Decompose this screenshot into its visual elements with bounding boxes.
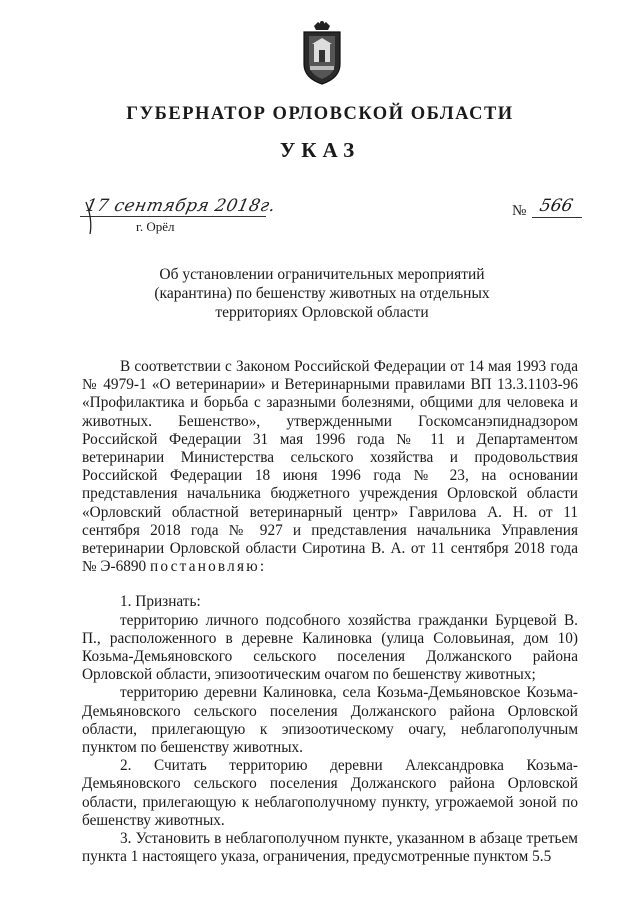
item-1-heading: 1. Признать: [120, 593, 201, 611]
document-body [82, 358, 578, 866]
orel-coat-of-arms-icon [300, 20, 344, 86]
document-number-label: № [512, 203, 527, 219]
decree-word: постановляю: [150, 558, 267, 576]
number-underline [532, 217, 582, 218]
governor-title: ГУБЕРНАТОР ОРЛОВСКОЙ ОБЛАСТИ [126, 104, 514, 124]
item-1-clause-b: территорию деревни Калиновка, села Козьма-Демьяновское Козьма-Демьяновского сельского поселения Должанского района Орловской области, прилегающую к эпизоотическому очагу, неблагополучным пунктом по бешенству животных. [82, 684, 578, 757]
document-date-handwritten: 17 сентября 2018г. [83, 196, 278, 216]
item-1-clause-a: территорию личного подсобного хозяйства гражданки Бурцевой В. П., расположенного в деревне Калиновка (улица Соловьиная, дом 10) Козьма-Демьяновского сельского поселения Должанского района Орловской области, эпизоотическим очагом по бешенству животных; [82, 611, 578, 684]
document-subject [140, 265, 504, 322]
preamble-text: В соответствии с Законом Российской Федерации от 14 мая 1993 года № 4979-1 «О ветеринарии» и Ветеринарными правилами ВП 13.3.1103-96 «Профилактика и борьба с заразными болезнями, общими для человека и животных. Бешенство», утвержденными Госкомсанэпиднадзором Российской Федерации 31 мая 1996 года № 11 и Департаментом ветеринарии Министерства сельского хозяйства и продовольствия Российской Федерации 18 июня 1996 года № 23, на основании представления начальника бюджетного учреждения Орловской области «Орловский областной ветеринарный центр» Гаврилова А. Н. от 11 сентября 2018 года № 927 и представления начальника Управления ветеринарии Орловской области Сиротина В. А. от 11 сентября 2018 года № Э-6890 [82, 358, 578, 576]
subject-line: территориях Орловской области [215, 304, 429, 321]
item-3-paragraph: 3. Установить в неблагополучном пункте, указанном в абзаце третьем пункта 1 настоящего указа, ограничения, предусмотренные пунктом 5.5 [82, 830, 578, 866]
subject-line: Об установлении ограничительных мероприятий [159, 266, 485, 283]
document-city: г. Орёл [136, 219, 175, 234]
document-type-title: УКАЗ [279, 138, 361, 162]
preamble-paragraph [82, 358, 578, 576]
item-2-paragraph: 2. Считать территорию деревни Александровка Козьма-Демьяновского сельского поселения Должанского района Орловской области, прилегающую к неблагополучному пункту, угрожаемой зоной по бешенству животных. [82, 757, 578, 829]
document-number-handwritten: 566 [537, 196, 575, 216]
subject-line: (карантина) по бешенству животных на отдельных [154, 285, 490, 302]
